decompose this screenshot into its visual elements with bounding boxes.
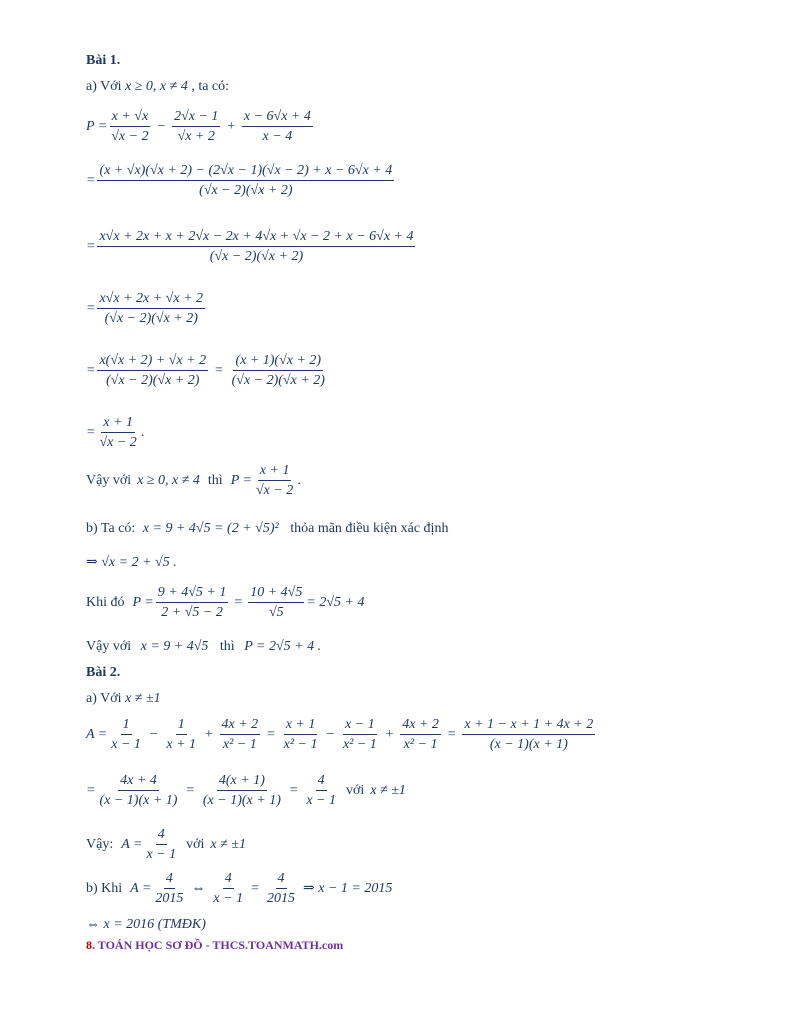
numerator: x(√x + 2) + √x + 2 <box>97 352 208 371</box>
conclusion-b <box>86 638 321 656</box>
then-text: thì <box>207 472 223 488</box>
denominator: x − 1 <box>111 737 141 752</box>
fraction <box>230 352 327 389</box>
khi-do-text: Khi đó <box>86 594 125 610</box>
p-label: P = <box>86 118 108 134</box>
denominator: (√x − 2)(√x + 2) <box>231 373 325 388</box>
then-text: thì <box>219 639 235 654</box>
fraction <box>242 108 313 145</box>
fraction <box>97 290 205 327</box>
numerator: x + 1 − x + 1 + 4x + 2 <box>462 716 595 735</box>
bai2-b-line: b) Khi A = $\frac{4}{2015}$ ⇔ $\frac{4}{x - 1}$ = $\frac{4}{2015}$ ⇒ x − 1 = 2015 <box>86 871 393 906</box>
numerator: 4x + 4 <box>118 772 159 791</box>
numerator: 9 + 4√5 + 1 <box>156 584 229 603</box>
condition: x ≥ 0, x ≠ 4 <box>125 79 188 94</box>
fraction <box>144 826 178 863</box>
numerator: x√x + 2x + √x + 2 <box>97 290 205 309</box>
conclusion-text: Vậy với <box>86 472 132 488</box>
numerator: 1 <box>121 716 132 735</box>
numerator: (x + √x)(√x + 2) − (2√x − 1)(√x − 2) + x − 6√x + 4 <box>97 162 394 181</box>
fraction <box>304 772 338 809</box>
result: = 2√5 + 4 <box>306 594 365 610</box>
fraction <box>109 716 143 753</box>
denominator: (x − 1)(x + 1) <box>202 793 281 808</box>
intro-text: b) Ta có: <box>86 521 136 536</box>
denominator: (x − 1)(x + 1) <box>489 737 568 752</box>
condition: x ≠ ±1 <box>210 836 247 852</box>
numerator: 4 <box>276 870 287 889</box>
condition: x ≥ 0, x ≠ 4 <box>137 472 200 488</box>
numerator: x√x + 2x + x + 2√x − 2x + 4√x + √x − 2 + x − 6√x + 4 <box>97 228 415 247</box>
denominator: x² − 1 <box>283 737 318 752</box>
part-b-intro <box>86 520 448 538</box>
fraction <box>462 716 595 753</box>
page-number: 8 <box>86 938 92 952</box>
period: . <box>297 472 301 488</box>
equation-line-2: = $\frac{(x + √x)(√x + 2) - (2√x - 1)(√x - 2) + x - 6√x + 4}{(√x - 2)(√x + 2)}$ <box>86 163 393 198</box>
denominator: (√x − 2)(√x + 2) <box>104 311 198 326</box>
condition: x ≠ ±1 <box>370 782 406 798</box>
khi-do-line: Khi đó P = $\frac{9 + 4√5 + 1}{2 + √5 - 2}$ = $\frac{10 + 4√5}{√5}$ = 2√5 + 4 <box>86 585 365 620</box>
denominator: √x − 2 <box>111 129 149 144</box>
bai1-a-intro <box>86 78 229 96</box>
fraction <box>248 584 304 621</box>
expression: x = 9 + 4√5 <box>140 639 209 654</box>
numerator: x + 1 <box>101 414 135 433</box>
bai2-a-intro <box>86 690 161 708</box>
equation-line-1: P = $\frac{x + √x}{√x - 2}$ − $\frac{2√x - 1}{√x + 2}$ + $\frac{x - 6√x + 4}{x - 4}$ <box>86 109 311 144</box>
numerator: 2√x − 1 <box>172 108 220 127</box>
fraction <box>109 108 150 145</box>
footer-text: . TOÁN HỌC SƠ ĐỒ - THCS.TOANMATH.com <box>92 938 344 952</box>
fraction <box>400 716 441 753</box>
fraction <box>201 772 283 809</box>
bai2-title: Bài 2. <box>86 665 121 680</box>
numerator: 4 <box>316 772 327 791</box>
intro-text: a) Với <box>86 79 122 94</box>
iff-symbol: ⇔ <box>191 880 206 896</box>
fraction <box>164 716 198 753</box>
equation-line-6: = $\frac{x + 1}{√x - 2}$ . <box>86 415 145 450</box>
numerator: x + 1 <box>284 716 318 735</box>
equation-line-3: = $\frac{x√x + 2x + x + 2√x - 2x + 4√x + √x - 2 + x - 6√x + 4}{(√x - 2)(√x + 2)}$ <box>86 229 414 264</box>
implies-line: ⇒ √x = 2 + √5 . <box>86 555 177 570</box>
numerator: x + 1 <box>258 462 292 481</box>
intro-tail: , ta có: <box>191 79 230 94</box>
khi-text: b) Khi <box>86 880 123 896</box>
voi-text: với <box>346 782 365 798</box>
conclusion-a <box>86 462 301 499</box>
denominator: (√x − 2)(√x + 2) <box>199 183 293 198</box>
p-label: P = <box>230 472 252 488</box>
expression: x = 9 + 4√5 = (2 + √5)² <box>142 521 279 536</box>
numerator: x − 6√x + 4 <box>242 108 313 127</box>
condition: x ≠ ±1 <box>125 691 161 706</box>
numerator: (x + 1)(√x + 2) <box>233 352 323 371</box>
fraction <box>220 716 261 753</box>
bai2-final: ⇔ x = 2016 (TMĐK) <box>86 917 206 932</box>
fraction <box>172 108 220 145</box>
denominator: x − 4 <box>262 129 293 144</box>
fraction <box>97 414 138 451</box>
period: . <box>140 424 145 440</box>
numerator: 4x + 2 <box>220 716 261 735</box>
p-label: P = <box>132 594 154 610</box>
numerator: 10 + 4√5 <box>248 584 304 603</box>
conclusion-text: Vậy với <box>86 639 132 654</box>
numerator: 4x + 2 <box>400 716 441 735</box>
denominator: x + 1 <box>166 737 197 752</box>
denominator: x² − 1 <box>222 737 257 752</box>
numerator: x + √x <box>110 108 151 127</box>
denominator: 2 + √5 − 2 <box>161 605 223 620</box>
denominator: √5 <box>268 605 284 620</box>
bai2-equation-1: A = $\frac{1}{x - 1}$ − $\frac{1}{x + 1}$ + $\frac{4x + 2}{\text{x² − 1}}$ = $\frac{x + 1}{\text{x² − 1}}$ − $\frac{x - 1}{\text{x² − 1}}$ + $\frac{4x + 2}{\text{x² − 1}}$ = $\frac{x + 1 - x + 1 + 4x + 2}{(x - 1)(x + 1)}$ <box>86 717 594 752</box>
denominator: x² − 1 <box>403 737 438 752</box>
fraction <box>211 870 245 907</box>
denominator: √x − 2 <box>255 483 294 498</box>
numerator: 4 <box>156 826 167 845</box>
fraction <box>153 870 185 907</box>
fraction <box>265 870 297 907</box>
numerator: 4 <box>164 870 175 889</box>
intro-text: a) Với <box>86 691 122 706</box>
condition-text: thỏa mãn điều kiện xác định <box>290 521 449 536</box>
a-label: A = <box>86 726 108 742</box>
denominator: √x − 2 <box>99 435 137 450</box>
fraction <box>254 462 295 499</box>
fraction <box>97 228 415 265</box>
fraction <box>282 716 320 753</box>
fraction <box>97 772 179 809</box>
bai2-equation-2: = $\frac{4x + 4}{(x - 1)(x + 1)}$ = $\frac{4(x + 1)}{(x - 1)(x + 1)}$ = $\frac{4}{x - 1}$ với x ≠ ±1 <box>86 773 406 808</box>
denominator: x − 1 <box>213 891 244 906</box>
numerator: x − 1 <box>343 716 377 735</box>
fraction <box>97 162 394 199</box>
bai1-title: Bài 1. <box>86 53 121 68</box>
denominator: 2015 <box>155 891 184 906</box>
denominator: x² − 1 <box>342 737 377 752</box>
denominator: (√x − 2)(√x + 2) <box>209 249 304 264</box>
a-label: A = <box>130 880 152 896</box>
implication: ⇒ x − 1 = 2015 <box>303 880 393 896</box>
voi-text: với <box>186 836 205 852</box>
equation-line-5: = $\frac{x(√x + 2) + √x + 2}{(√x - 2)(√x + 2)}$ = $\frac{(x + 1)(√x + 2)}{(√x - 2)(√x + 2)}$ <box>86 353 325 388</box>
numerator: 1 <box>176 716 187 735</box>
denominator: x − 1 <box>146 847 177 862</box>
equation-line-4: = $\frac{x√x + 2x + √x + 2}{(√x - 2)(√x + 2)}$ <box>86 291 204 326</box>
denominator: x − 1 <box>306 793 336 808</box>
numerator: 4(x + 1) <box>217 772 267 791</box>
denominator: (√x − 2)(√x + 2) <box>106 373 200 388</box>
denominator: (x − 1)(x + 1) <box>99 793 178 808</box>
vay-text: Vậy: <box>86 836 114 852</box>
fraction <box>97 352 208 389</box>
bai2-vay <box>86 826 246 863</box>
denominator: 2015 <box>267 891 295 906</box>
result: P = 2√5 + 4 . <box>244 639 322 654</box>
denominator: √x + 2 <box>177 129 215 144</box>
numerator: 4 <box>223 870 234 889</box>
fraction <box>156 584 229 621</box>
a-label: A = <box>121 836 143 852</box>
page-footer <box>86 938 343 953</box>
fraction <box>341 716 379 753</box>
